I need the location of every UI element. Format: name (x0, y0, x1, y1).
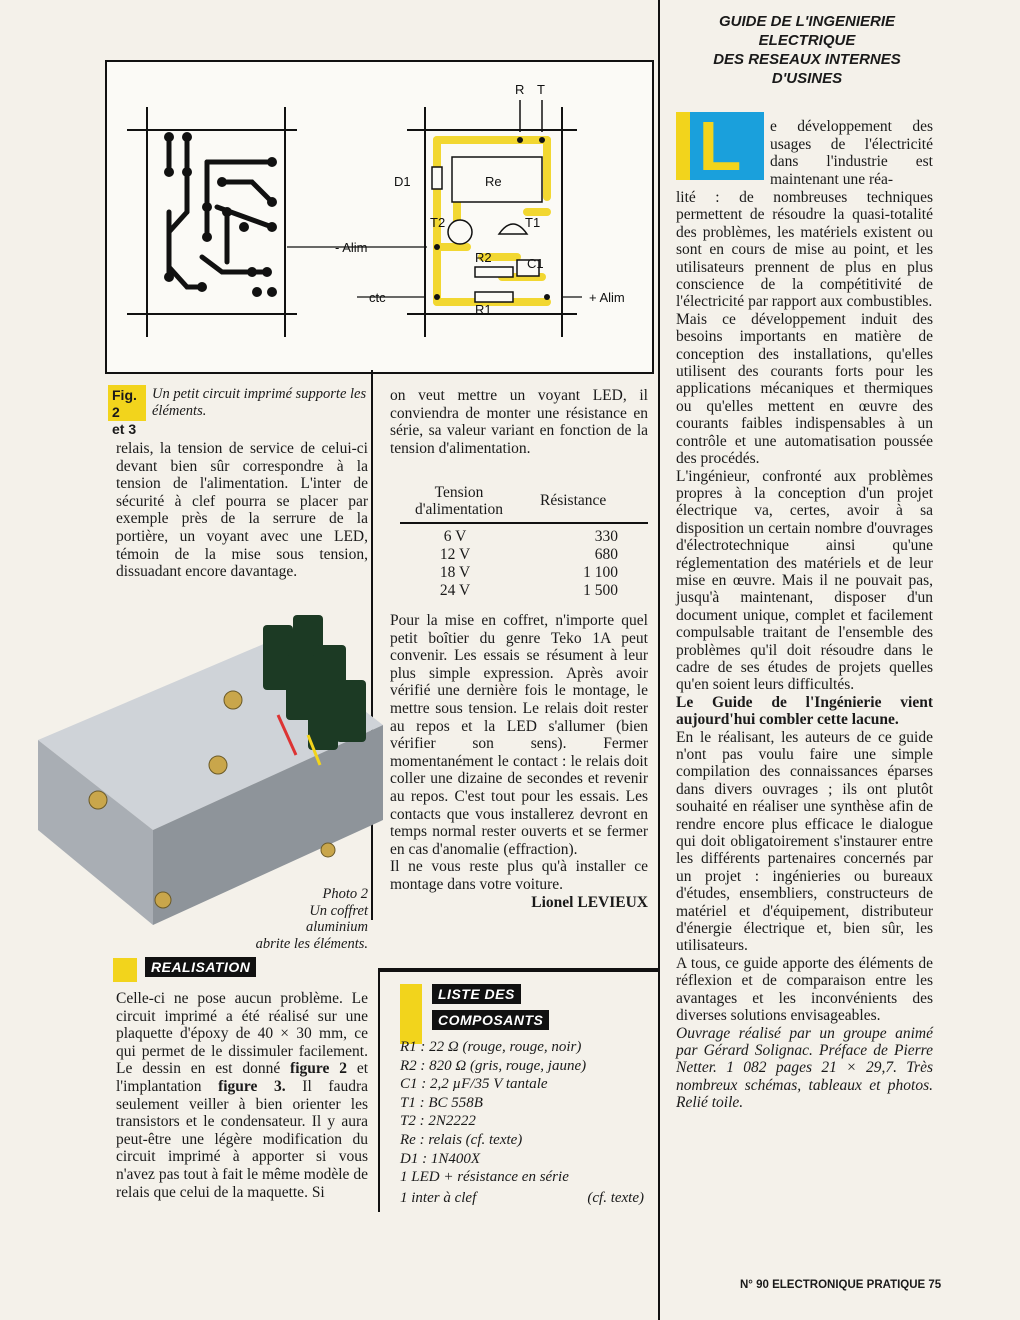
title-line: D'USINES (771, 70, 843, 87)
middle-column-bottom (390, 612, 648, 911)
label-t: T (537, 82, 545, 97)
list-item-note: (cf. texte) (587, 1189, 644, 1206)
header-line: Tension (434, 484, 484, 501)
circuit-drawing (107, 62, 652, 372)
list-item: C1 : 2,2 µF/35 V tantale (400, 1076, 548, 1093)
table-row (400, 564, 648, 582)
photo-caption-line1: Photo 2 (322, 886, 368, 902)
drop-cap (676, 107, 764, 185)
label-r: R (515, 82, 525, 97)
figure-number-badge (108, 385, 146, 437)
cell-voltage: 12 V (439, 546, 471, 563)
page-footer: N° 90 ELECTRONIQUE PRATIQUE 75 (740, 1279, 942, 1291)
label-alim-plus: + Alim (589, 290, 625, 305)
label-t2: T2 (430, 215, 446, 230)
cell-voltage: 24 V (439, 582, 471, 599)
drop-cap-letter: L (698, 107, 742, 185)
list-item: T2 : 2N2222 (400, 1113, 476, 1130)
paragraph: e développement des usages de l'électricité dans l'industrie est maintenant une réa- (770, 118, 933, 188)
paragraph-bold: Le Guide de l'Ingénierie vient aujourd'hui combler cette lacune. (676, 693, 933, 729)
resistance-table (400, 484, 648, 600)
cell-resistance: 330 (594, 528, 618, 545)
list-item: T1 : BC 558B (400, 1094, 483, 1111)
table-row (400, 546, 648, 564)
table-header-resistance: Résistance (540, 492, 607, 509)
title-line: DES RESEAUX INTERNES (713, 51, 901, 68)
table-row (400, 528, 648, 546)
realisation-text (116, 990, 368, 1201)
pcb-layout (127, 107, 297, 337)
photo-aluminium-box (38, 615, 383, 925)
label-t1: T1 (525, 215, 541, 230)
paragraph: A tous, ce guide apporte des éléments de réflexion et de comparaison entre les avantages et les inconvénients des diverses solutions envisageables. (676, 954, 933, 1025)
label-r1: R1 (475, 302, 492, 317)
text-run: Il faudra seulement veiller à bien orienter les transistors et le condensateur. Il y aura peut-être une légère modification du circuit imprimé à apporter si vous n'avez pas tout à fait le même modèle de relais que celui de la maquette. Si (116, 1077, 368, 1201)
paragraph: L'ingénieur, confronté aux problèmes propres à la conception d'un projet électrique va, certes, avoir à sa disposition un certain nombre d'ouvrages d'électrotechnique ainsi qu'une réglementation des matériels et de leur mise en œuvre. Mais il ne pouvait pas, jusqu'à maintenant, disposer d'un document unique, complet et facilement compulsable traitant de l'ensemble des problèmes qu'il doit résoudre dans le cadre de ses études de projets quelles qu'en soient leurs difficultés. (676, 467, 933, 694)
paragraph: Pour la mise en coffret, n'importe quel petit boîtier du genre Teko 1A peut convenir. Les essais se résument à leur plus simple expression. Après avoir vérifié une dernière fois le montage, le mettre sous tension. Le relais doit rester au repos et la LED s'allumer (bien vérifier son sens). Fermer momentanément le contact : le relais doit coller une dizaine de secondes et revenir au repos. C'est tout pour les essais. Les contacts que vous installerez devront en temps normal rester ouverts et se fermer en cas d'anomalie (effraction). (390, 612, 648, 858)
list-item: D1 : 1N400X (400, 1150, 480, 1167)
photo-caption-line2: Un coffret (309, 902, 368, 919)
figure-ref: figure 3. (218, 1077, 286, 1095)
list-item: R2 : 820 Ω (gris, rouge, jaune) (400, 1057, 587, 1074)
figure-number-line1: Fig. 2 (112, 387, 137, 420)
list-heading-line1: LISTE DES (432, 984, 521, 1004)
label-r2: R2 (475, 250, 492, 265)
list-heading-line2: COMPOSANTS (432, 1010, 549, 1030)
cell-voltage: 6 V (443, 528, 467, 545)
table-header (400, 484, 648, 524)
paragraph: on veut mettre un voyant LED, il conviendra de monter une résistance en série, sa valeur variant en fonction de la tension d'alimentation. (390, 387, 648, 457)
left-column-text (116, 440, 368, 581)
circuit-figure (105, 60, 654, 374)
paragraph: Mais ce développement induit des besoins importants en matière de conception des installations, qu'elles utilisent des courants forts pour les applications mécaniques et thermiques ou qu'elles mettent en œuvre des courants faibles indispensables à un contrôle et une automatisation poussée des procédés. (676, 310, 933, 468)
label-re: Re (485, 174, 502, 189)
label-ctc: ctc (369, 290, 386, 305)
label-c1: C1 (527, 256, 544, 271)
figure-caption: Un petit circuit imprimé supporte les éléments. (152, 386, 367, 419)
cell-voltage: 18 V (439, 564, 471, 581)
cell-resistance: 680 (594, 546, 618, 563)
list-item-text: 1 inter à clef (400, 1189, 477, 1206)
author-signature: Lionel LEVIEUX (531, 893, 648, 911)
table-header-voltage (400, 484, 518, 518)
label-d1: D1 (394, 174, 411, 189)
paragraph: lité : de nombreuses techniques permettent de résoudre la quasi-totalité des problèmes, les matériels existent ou sont en cours de mise au point, et les utilisateurs prennent de plus en plus conscience de la compétitivité de l'électricité par rapport aux combustibles. (676, 189, 933, 311)
photo-caption (230, 886, 368, 952)
paragraph: relais, la tension de service de celui-ci devant bien sûr correspondre à la tension de l'alimentation. L'inter de sécurité à clef pourra se placer par exemple près de la serrure de la portière, un voyant avec une LED, témoin de la mise sous tension, dissuadant encore davantage. (116, 440, 368, 581)
figure-number-line2: et 3 (112, 421, 137, 437)
title-line: GUIDE DE L'INGENIERIE (718, 13, 896, 30)
middle-column-top (390, 387, 648, 457)
photo-caption-line4: abrite les éléments. (255, 935, 368, 952)
list-item (400, 1189, 658, 1208)
header-line: d'alimentation (414, 501, 504, 518)
section-heading-realisation: REALISATION (145, 957, 256, 977)
intro-text (770, 118, 933, 188)
right-column-text (676, 189, 933, 1112)
components-list (400, 1038, 658, 1207)
list-item: Re : relais (cf. texte) (400, 1131, 523, 1148)
article-title (676, 12, 938, 88)
photo-caption-line3: aluminium (305, 919, 368, 935)
paragraph: Il ne vous reste plus qu'à installer ce montage dans votre voiture. (390, 858, 648, 893)
paragraph-italic: Ouvrage réalisé par un groupe animé par Gérard Solignac. Préface de Pierre Netter. 1 082 pages 21 × 29,7. Très nombreux schémas, tableaux et photos. Relié toile. (676, 1024, 933, 1112)
cell-resistance: 1 100 (583, 564, 618, 581)
table-row (400, 582, 648, 600)
title-line: ELECTRIQUE (758, 32, 856, 49)
cell-resistance: 1 500 (583, 582, 618, 599)
table-body (400, 524, 648, 600)
text-run: Celle-ci ne pose aucun problème. Le circuit imprimé a été réalisé sur une plaquette d'époxy de 40 × 30 mm, ce qui permet de le dissimuler facilement. Le dessin en est donné (116, 990, 368, 1078)
list-item: R1 : 22 Ω (rouge, rouge, noir) (400, 1039, 582, 1055)
list-item: 1 LED + résistance en série (400, 1169, 569, 1186)
photo-image (38, 615, 383, 925)
figure-ref: figure 2 (290, 1060, 347, 1078)
paragraph: En le réalisant, les auteurs de ce guide n'ont pas voulu faire une simple compilation des connaissances éparses dans divers ouvrages ; ils ont plutôt souhaité en réaliser une synthèse afin de rendre encore plus efficace le dialogue qui doit obligatoirement s'instaurer entre les différents partenaires concernés par un projet : ingénieries ou bureaux d'études, ensembliers, constructeurs de matériel et d'équipement, distributeur d'énergie électrique et, bien sûr, les utilisateurs. (676, 728, 933, 955)
list-marker (400, 984, 422, 1044)
section-marker (113, 958, 137, 982)
components-box (378, 970, 660, 1212)
label-alim-minus: - Alim (335, 240, 368, 255)
text-run: et l'implantation (116, 1060, 368, 1095)
